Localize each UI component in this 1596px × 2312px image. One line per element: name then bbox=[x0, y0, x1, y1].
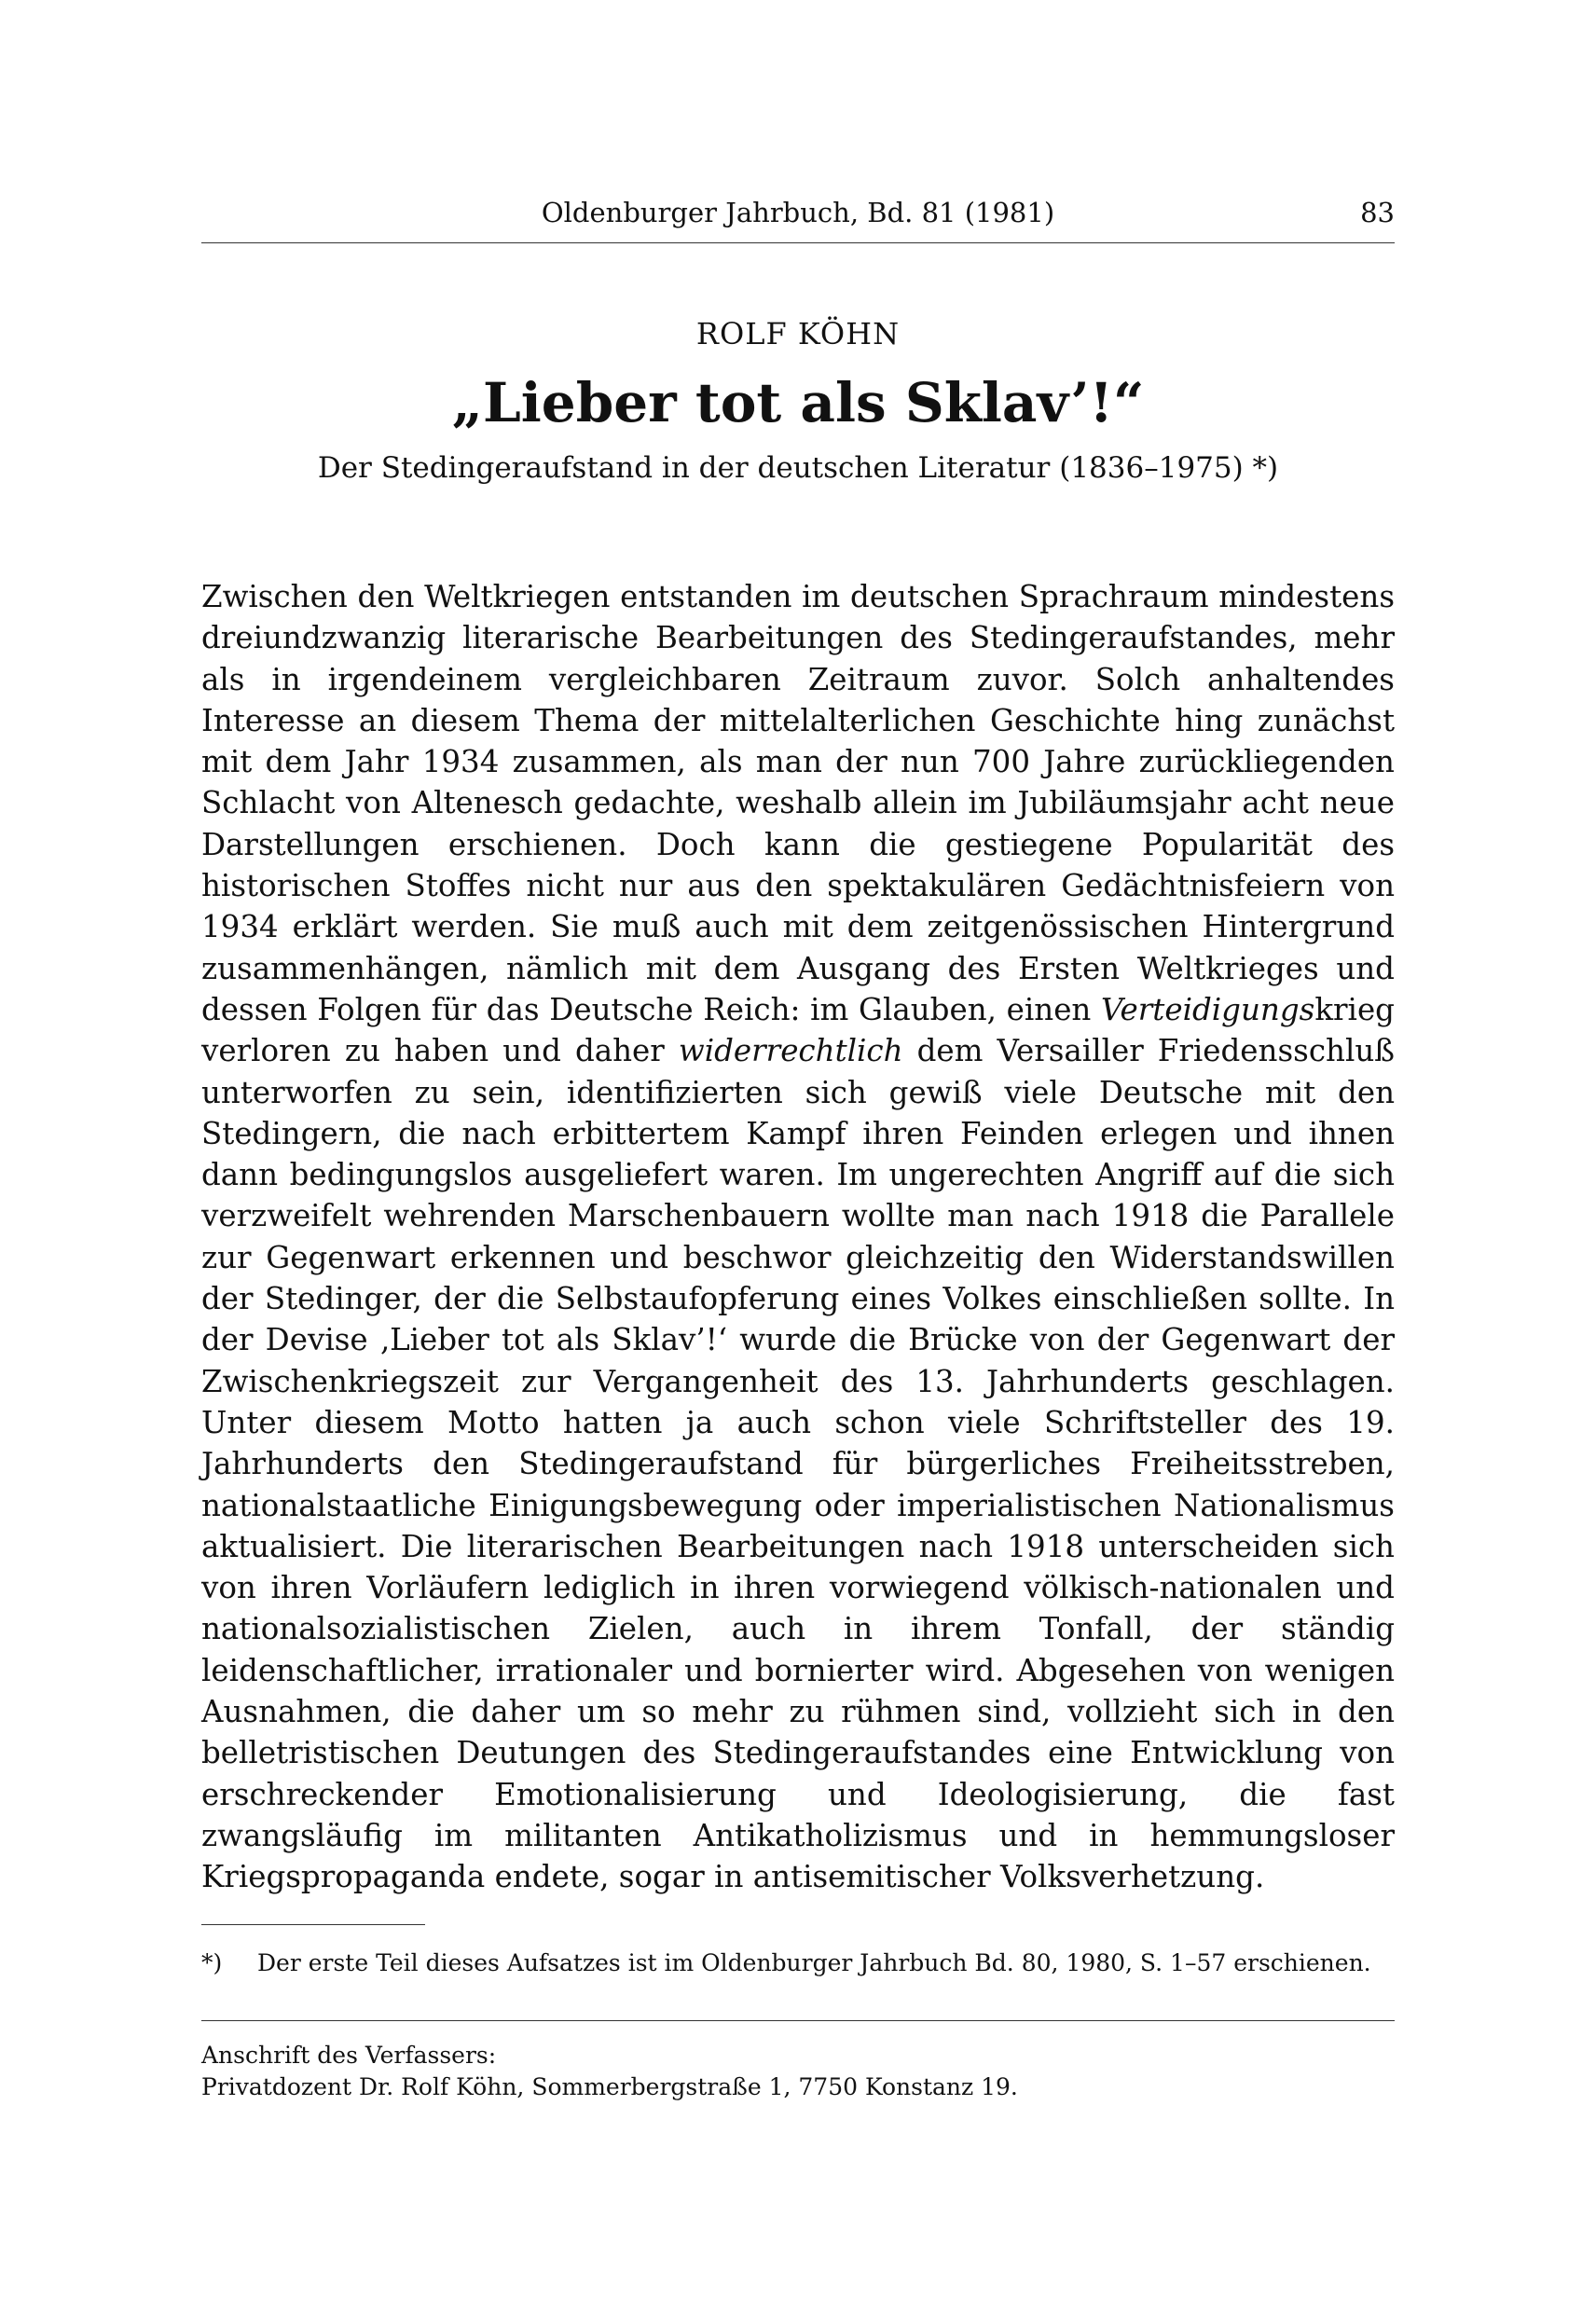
journal-title: Oldenburger Jahrbuch, Bd. 81 (1981) bbox=[541, 197, 1055, 228]
body-paragraph bbox=[201, 576, 1395, 1898]
running-header bbox=[201, 194, 1395, 231]
body-text-segment: Zwischen den Weltkriegen entstanden im deutschen Sprachraum mindestens dreiundzwanzig literarische Bearbeitungen des Stedingeraufstandes, mehr als in irgendeinem vergleichbaren Zeitraum zuvor. Solch anhaltendes Interesse an diesem Thema der mittelalterlichen Geschichte hing zunächst mit dem Jahr 1934 zusammen, als man der nun 700 Jahre zurückliegenden Schlacht von Altenesch gedachte, weshalb allein im Jubiläumsjahr acht neue Darstellungen erschienen. Doch kann die gestiegene Popularität des historischen Stoffes nicht nur aus den spektakulären Gedächtnisfeiern von 1934 erklärt werden. Sie muß auch mit dem zeitgenössischen Hintergrund zusammenhängen, nämlich mit dem Ausgang des Ersten Weltkrieges und dessen Folgen für das Deutsche Reich: im Glauben, einen bbox=[201, 579, 1395, 1027]
footnote-text: Der erste Teil dieses Aufsatzes ist im Oldenburger Jahrbuch Bd. 80, 1980, S. 1–57 erschienen. bbox=[257, 1949, 1371, 1976]
address-divider bbox=[201, 2020, 1395, 2021]
author-address-label: Anschrift des Verfassers: bbox=[201, 2042, 497, 2069]
footnote-divider bbox=[201, 1924, 425, 1925]
header-divider bbox=[201, 242, 1395, 243]
article-title: „Lieber tot als Sklav’!“ bbox=[451, 371, 1145, 434]
body-text-segment: dem Versailler Friedensschluß unterworfen zu sein, identifizierten sich gewiß viele Deutsche mit den Stedingern, die nach erbittertem Kampf ihren Feinden erlegen und ihnen dann bedingungslos ausgeliefert waren. Im ungerechten Angriff auf die sich verzweifelt wehrenden Marschenbauern wollte man nach 1918 die Parallele zur Gegenwart erkennen und beschwor gleichzeitig den Widerstandswillen der Stedinger, der die Selbstaufopferung eines Volkes einschließen sollte. In der Devise ‚Lieber tot als Sklav’!‘ wurde die Brücke von der Gegenwart der Zwischenkriegszeit zur Vergangenheit des 13. Jahrhunderts geschlagen. Unter diesem Motto hatten ja auch schon viele Schriftsteller des 19. Jahrhunderts den Stedingeraufstand für bürgerliches Freiheitsstreben, nationalstaatliche Einigungsbewegung oder imperialistischen Nationalismus aktualisiert. Die literarischen Bearbeitungen nach 1918 unterscheiden sich von ihren Vorläufern lediglich in ihren vorwiegend völkisch-nationalen und nationalsozialistischen Zielen, auch in ihrem Tonfall, der ständig leidenschaftlicher, irrationaler und bornierter wird. Abgesehen von wenigen Ausnahmen, die daher um so mehr zu rühmen sind, vollzieht sich in den belletristischen Deutungen des Stedingeraufstandes eine Entwicklung von erschreckender Emotionalisierung und Ideologisierung, die fast zwangsläufig im militanten Antikatholizismus und in hemmungsloser Kriegspropaganda endete, sogar in antisemitischer Volksverhetzung. bbox=[201, 1033, 1395, 1895]
footnote-marker: *) bbox=[201, 1949, 223, 1976]
emphasis-verteidigungs: Verteidigungs bbox=[1101, 991, 1315, 1027]
emphasis-widerrechtlich: widerrechtlich bbox=[678, 1033, 903, 1069]
page-number: 83 bbox=[1360, 197, 1395, 228]
footnote bbox=[201, 1947, 1395, 1980]
body-text-segment: krieg verloren zu haben und daher bbox=[201, 991, 1395, 1069]
article-author: ROLF KÖHN bbox=[695, 316, 901, 351]
author-address: Privatdozent Dr. Rolf Köhn, Sommerbergstraße 1, 7750 Konstanz 19. bbox=[201, 2073, 1018, 2100]
article-subtitle: Der Stedingeraufstand in der deutschen Literatur (1836–1975) *) bbox=[317, 451, 1279, 485]
